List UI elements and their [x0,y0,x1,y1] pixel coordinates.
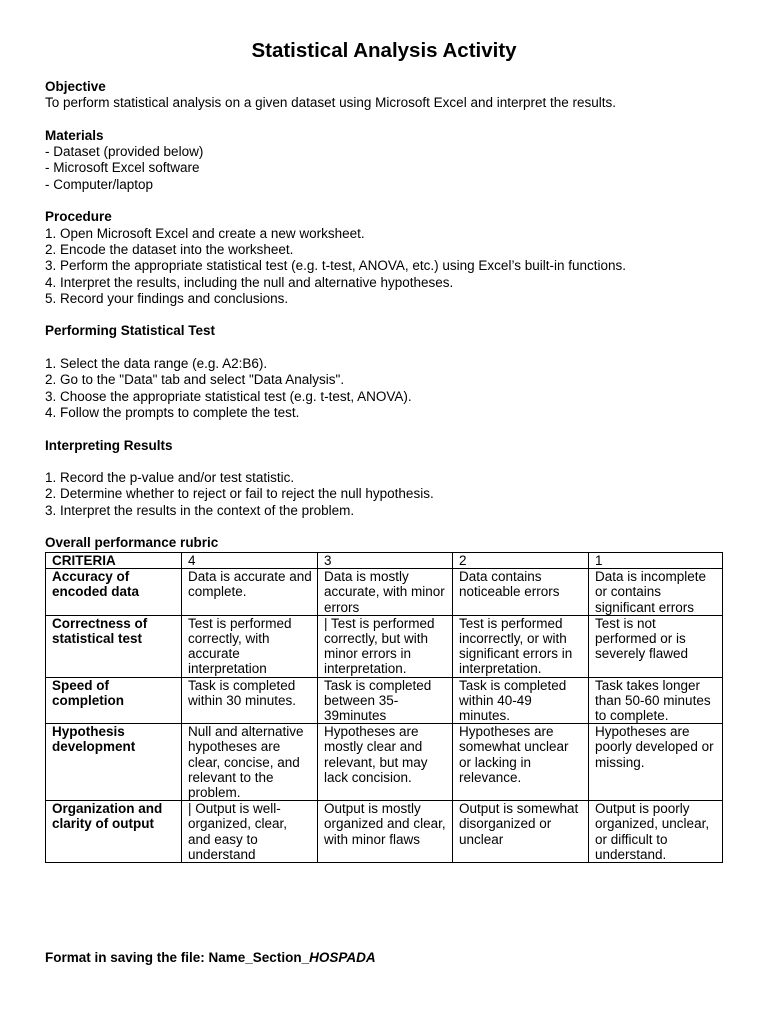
column-header-3: 3 [318,553,453,569]
score-4-cell: Data is accurate and complete. [182,569,318,616]
criteria-cell: Correctness of statistical test [46,615,182,677]
performing-step: 3. Choose the appropriate statistical test (e.g. t-test, ANOVA). [45,388,412,404]
file-format-note [45,950,376,966]
score-4-cell: | Output is well-organized, clear, and easy to understand [182,801,318,863]
criteria-cell: Speed of completion [46,677,182,724]
objective-section [45,79,735,552]
rubric-header-row [46,553,723,569]
materials-item: - Computer/laptop [45,176,154,192]
score-1-cell: Task takes longer than 50-60 minutes to complete. [589,677,723,724]
materials-item: - Dataset (provided below) [45,144,204,160]
score-2-cell: Hypotheses are somewhat unclear or lacking in relevance. [453,724,589,801]
interpreting-step: 2. Determine whether to reject or fail to reject the null hypothesis. [45,486,434,502]
interpreting-step: 3. Interpret the results in the context of the problem. [45,502,355,518]
rubric-row-correctness [46,615,723,677]
performing-step: 4. Follow the prompts to complete the test. [45,404,300,420]
column-header-2: 2 [453,553,589,569]
materials-item: - Microsoft Excel software [45,160,200,176]
score-1-cell: Output is poorly organized, unclear, or difficult to understand. [589,801,723,863]
criteria-cell: Accuracy of encoded data [46,569,182,616]
performing-heading: Performing Statistical Test [45,323,216,339]
materials-heading: Materials [45,127,104,143]
procedure-step: 2. Encode the dataset into the worksheet. [45,241,294,257]
criteria-cell: Organization and clarity of output [46,801,182,863]
score-1-cell: Test is not performed or is severely flawed [589,615,723,677]
performing-step: 1. Select the data range (e.g. A2:B6). [45,356,268,372]
criteria-cell: Hypothesis development [46,724,182,801]
score-3-cell: Output is mostly organized and clear, with minor flaws [318,801,453,863]
score-2-cell: Output is somewhat disorganized or unclear [453,801,589,863]
procedure-heading: Procedure [45,209,112,225]
score-3-cell: | Test is performed correctly, but with minor errors in interpretation. [318,615,453,677]
file-format-emphasis: HOSPADA [309,950,376,965]
procedure-step: 5. Record your findings and conclusions. [45,290,289,306]
rubric-row-organization [46,801,723,863]
column-header-4: 4 [182,553,318,569]
score-2-cell: Data contains noticeable errors [453,569,589,616]
procedure-step: 3. Perform the appropriate statistical test (e.g. t-test, ANOVA, etc.) using Excel’s built-in functions. [45,258,627,274]
procedure-step: 1. Open Microsoft Excel and create a new worksheet. [45,225,365,241]
rubric-heading: Overall performance rubric [45,535,219,551]
performing-step: 2. Go to the "Data" tab and select "Data Analysis". [45,372,345,388]
score-1-cell: Hypotheses are poorly developed or missing. [589,724,723,801]
score-2-cell: Task is completed within 40-49 minutes. [453,677,589,724]
interpreting-step: 1. Record the p-value and/or test statistic. [45,470,295,486]
interpreting-heading: Interpreting Results [45,437,173,453]
score-4-cell: Task is completed within 30 minutes. [182,677,318,724]
score-3-cell: Hypotheses are mostly clear and relevant, but may lack concision. [318,724,453,801]
rubric-table [45,552,723,863]
page-title: Statistical Analysis Activity [251,39,517,62]
score-1-cell: Data is incomplete or contains significant errors [589,569,723,616]
score-3-cell: Task is completed between 35-39minutes [318,677,453,724]
score-2-cell: Test is performed incorrectly, or with significant errors in interpretation. [453,615,589,677]
objective-heading: Objective [45,79,106,94]
column-header-criteria: CRITERIA [46,553,182,569]
score-4-cell: Test is performed correctly, with accurate interpretation [182,615,318,677]
file-format-label: Format in saving the file: Name_Section_ [45,950,310,965]
score-3-cell: Data is mostly accurate, with minor errors [318,569,453,616]
objective-text: To perform statistical analysis on a given dataset using Microsoft Excel and interpret the results. [45,95,617,111]
rubric-row-hypothesis [46,724,723,801]
rubric-row-accuracy [46,569,723,616]
rubric-row-speed [46,677,723,724]
column-header-1: 1 [589,553,723,569]
score-4-cell: Null and alternative hypotheses are clear, concise, and relevant to the problem. [182,724,318,801]
procedure-step: 4. Interpret the results, including the null and alternative hypotheses. [45,274,454,290]
